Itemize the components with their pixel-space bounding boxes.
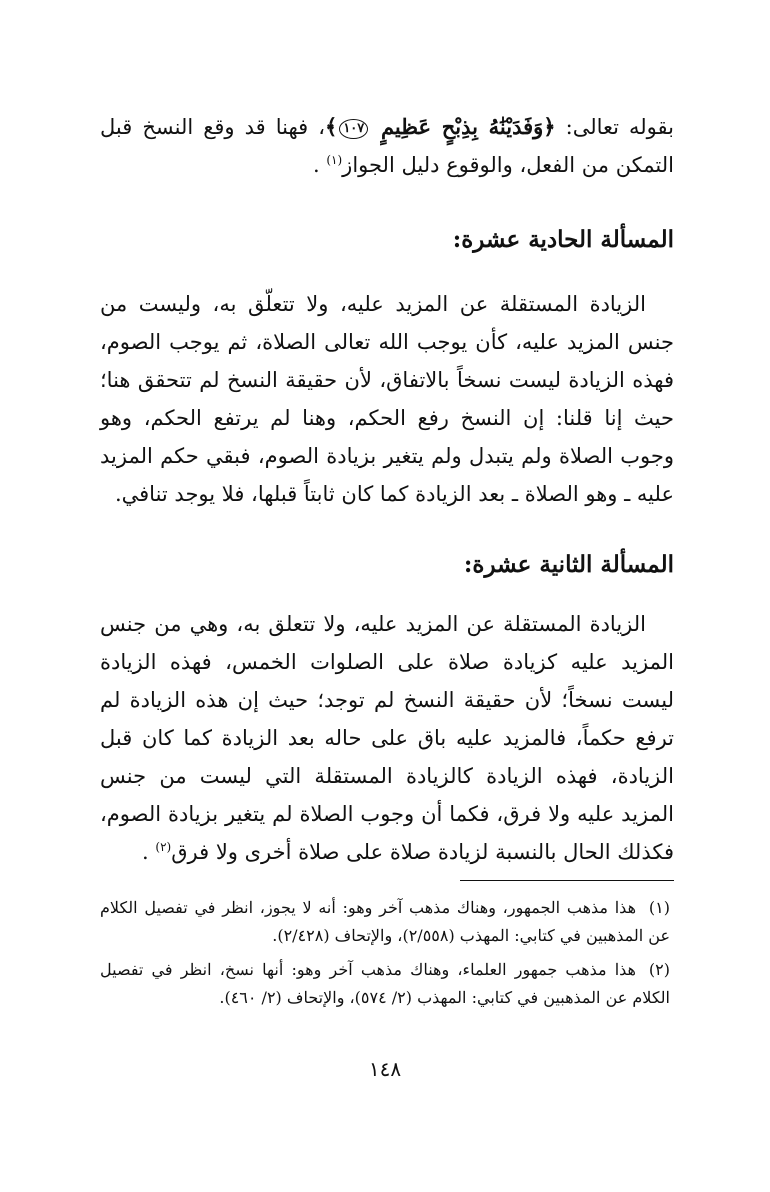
footnote-number: (٢) xyxy=(648,960,670,979)
section-heading-11: المسألة الحادية عشرة: xyxy=(452,226,674,253)
quran-verse: ﴿وَفَدَيْنَٰهُ بِذِبْحٍ عَظِيمٍ ١٠٧﴾ xyxy=(325,114,556,139)
section-12-paragraph: الزيادة المستقلة عن المزيد عليه، ولا تتعلق به، وهي من جنس المزيد عليه كزيادة صلاة على الصلوات الخمس، فهذه الزيادة ليست نسخاً؛ لأن حقيقة النسخ لم توجد؛ حيث إن هذه الزيادة لم ترفع حكماً، فالمزيد عليه باق على حاله بعد الزيادة كما كان قبل الزيادة، فهذه الزيادة كالزيادة المستقلة التي ليست من جنس المزيد عليه ولا فرق، فكما أن وجوب الصلاة لم يتغير بزيادة الصوم، فكذلك الحال بالنسبة لزيادة صلاة على صلاة أخرى ولا فرق$^{(٢)}$ . xyxy=(100,612,674,864)
intro-paragraph: بقوله تعالى: ﴿وَفَدَيْنَٰهُ بِذِبْحٍ عَظِيمٍ ١٠٧﴾، فهنا قد وقع النسخ قبل التمكن من الفعل، والوقوع دليل الجواز$^{(١)}$ . xyxy=(100,114,674,177)
footnote-2 xyxy=(100,956,670,1012)
footnote-1 xyxy=(100,894,670,950)
verse-number-badge: ١٠٧ xyxy=(339,119,368,139)
intro-body-text: ، فهنا قد وقع النسخ قبل التمكن من الفعل، والوقوع دليل الجواز xyxy=(100,115,674,177)
section-heading-12: المسألة الثانية عشرة: xyxy=(463,551,674,578)
footnote-divider xyxy=(460,880,674,881)
footnote-text: هذا مذهب جمهور العلماء، وهناك مذهب آخر وهو: أنها نسخ، انظر في تفصيل الكلام عن المذهبين في كتابي: المهذب (٢/ ٥٧٤)، والإتحاف (٢/ ٤٦٠). xyxy=(100,960,670,1007)
footnote-number: (١) xyxy=(648,898,670,917)
intro-lead-text: بقوله تعالى: xyxy=(555,115,674,139)
footnote-ref-1[interactable]: (١) xyxy=(326,153,343,167)
footnote-ref-2[interactable]: (٢) xyxy=(155,840,172,854)
footnote-text: هذا مذهب الجمهور، وهناك مذهب آخر وهو: أنه لا يجوز، انظر في تفصيل الكلام عن المذهبين في كتابي: المهذب (٢/٥٥٨)، والإتحاف (٢/٤٢٨). xyxy=(100,898,670,945)
section-11-paragraph: الزيادة المستقلة عن المزيد عليه، ولا تتعلّق به، وليست من جنس المزيد عليه، كأن يوجب الله تعالى الصلاة، ثم يوجب الصوم، فهذه الزيادة ليست نسخاً بالاتفاق، لأن حقيقة النسخ لم تتحقق هنا؛ حيث إنا قلنا: إن النسخ رفع الحكم، وهنا لم يرتفع الحكم، وهو وجوب الصلاة ولم يتبدل ولم يتغير بزيادة الصوم، فبقي حكم المزيد عليه ـ وهو الصلاة ـ بعد الزيادة كما كان ثابتاً قبلها، فلا يوجد تنافي. xyxy=(100,292,674,506)
page-number: ١٤٨ xyxy=(368,1057,402,1081)
